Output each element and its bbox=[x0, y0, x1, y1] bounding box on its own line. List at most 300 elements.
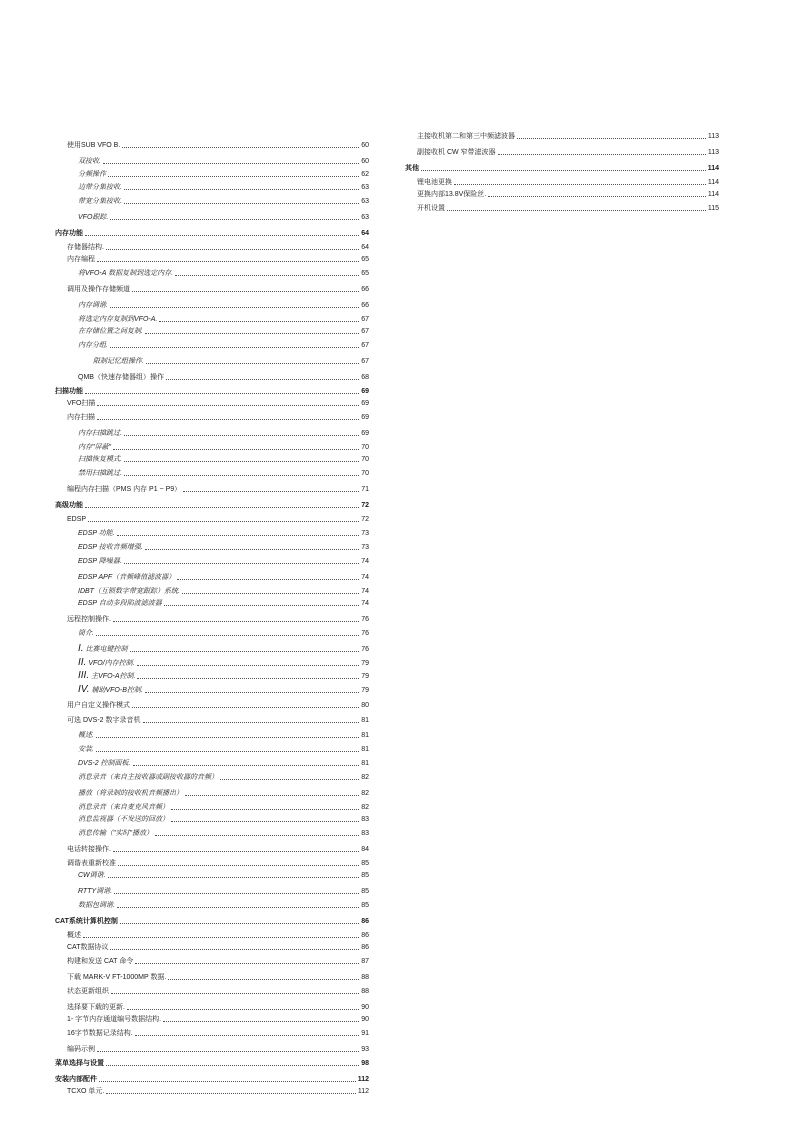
toc-entry bbox=[55, 398, 369, 408]
toc-entry-text: DVS-2 控制面板. bbox=[78, 760, 131, 767]
toc-dot-leader bbox=[96, 737, 359, 738]
toc-entry-title bbox=[67, 974, 166, 982]
toc-entry-title bbox=[67, 846, 111, 854]
toc-entry bbox=[55, 514, 369, 524]
toc-entry-title bbox=[78, 456, 122, 464]
toc-dot-leader bbox=[137, 665, 360, 666]
toc-entry bbox=[55, 598, 369, 608]
toc-entry-title bbox=[67, 400, 95, 408]
toc-dot-leader bbox=[164, 605, 359, 606]
toc-entry-title bbox=[55, 1076, 97, 1084]
toc-entry-title bbox=[78, 558, 122, 566]
toc-entry-text: CAT数据协议 bbox=[67, 944, 109, 951]
toc-page-number: 113 bbox=[707, 149, 719, 156]
toc-page-number: 65 bbox=[361, 256, 369, 263]
toc-page-number: 71 bbox=[361, 486, 369, 493]
toc-entry bbox=[55, 730, 369, 740]
toc-entry-text: EDSP 降噪器. bbox=[78, 558, 122, 565]
toc-entry bbox=[55, 212, 369, 222]
toc-entry bbox=[405, 163, 719, 173]
toc-entry bbox=[55, 744, 369, 754]
toc-dot-leader bbox=[155, 835, 359, 836]
toc-page-number: 86 bbox=[361, 918, 369, 925]
toc-dot-leader bbox=[145, 333, 359, 334]
toc-entry-text: 高级功能 bbox=[55, 502, 83, 509]
toc-dot-leader bbox=[108, 176, 359, 177]
toc-entry-text: 调谐表重新校准 bbox=[67, 860, 116, 867]
toc-entry bbox=[55, 900, 369, 910]
toc-entry-text: 内存扫描 bbox=[67, 414, 95, 421]
toc-dot-leader bbox=[166, 379, 359, 380]
toc-entry bbox=[55, 942, 369, 952]
toc-entry-title bbox=[417, 205, 445, 213]
toc-dot-leader bbox=[124, 461, 359, 462]
toc-page-number: 76 bbox=[361, 646, 369, 653]
toc-entry-text: 可选 DVS-2 数字录音机 bbox=[67, 717, 141, 724]
toc-page-number: 81 bbox=[361, 760, 369, 767]
toc-entry bbox=[55, 828, 369, 838]
toc-entry-numeral: II. bbox=[78, 657, 87, 668]
toc-entry-title bbox=[67, 414, 95, 422]
toc-entry-text: EDSP 功能. bbox=[78, 530, 115, 537]
toc-entry bbox=[55, 556, 369, 566]
toc-entry-text: 带宽分集接收. bbox=[78, 198, 122, 205]
toc-entry bbox=[55, 956, 369, 966]
toc-entry-title bbox=[78, 672, 135, 681]
toc-entry-text: 在存储位置之间复制. bbox=[78, 328, 143, 335]
toc-page-number: 115 bbox=[707, 205, 719, 212]
toc-entry bbox=[55, 886, 369, 896]
toc-dot-leader bbox=[135, 1035, 359, 1036]
toc-page-number: 85 bbox=[361, 860, 369, 867]
toc-dot-leader bbox=[83, 937, 359, 938]
toc-dot-leader bbox=[220, 779, 359, 780]
toc-entry-numeral: I. bbox=[78, 643, 84, 654]
toc-entry-text: 副接收机 CW 窄带滤波器 bbox=[417, 149, 496, 156]
toc-entry-text: 锂电池更换 bbox=[417, 179, 452, 186]
toc-page-number: 90 bbox=[361, 1016, 369, 1023]
toc-entry-title bbox=[78, 588, 180, 596]
toc-dot-leader bbox=[110, 347, 359, 348]
toc-page-number: 85 bbox=[361, 902, 369, 909]
toc-dot-leader bbox=[122, 147, 359, 148]
toc-page-number: 73 bbox=[361, 544, 369, 551]
toc-entry-title bbox=[417, 191, 486, 199]
toc-entry-text: 比赛电键控制 bbox=[85, 646, 128, 653]
toc-entry bbox=[55, 196, 369, 206]
toc-entry-title bbox=[417, 149, 496, 157]
toc-dot-leader bbox=[111, 993, 359, 994]
toc-entry-text: VFO扫描 bbox=[67, 400, 96, 407]
toc-dot-leader bbox=[137, 678, 359, 679]
toc-entry bbox=[55, 182, 369, 192]
toc-entry-title bbox=[78, 816, 169, 824]
toc-entry-title bbox=[67, 932, 81, 940]
toc-dot-leader bbox=[168, 979, 359, 980]
toc-page-number: 83 bbox=[361, 830, 369, 837]
toc-entry-text: EDSP bbox=[67, 516, 87, 523]
toc-dot-leader bbox=[185, 795, 359, 796]
toc-entry bbox=[55, 386, 369, 396]
toc-entry-text: 辅助VFO-B控制. bbox=[91, 687, 143, 694]
toc-page-number: 65 bbox=[361, 270, 369, 277]
toc-page-number: 67 bbox=[361, 316, 369, 323]
toc-entry-text: 概述 bbox=[67, 932, 81, 939]
toc-dot-leader bbox=[145, 549, 360, 550]
toc-entry bbox=[55, 1058, 369, 1068]
toc-page-number: 82 bbox=[361, 790, 369, 797]
toc-entry-title bbox=[55, 1060, 104, 1068]
toc-page-number: 84 bbox=[361, 846, 369, 853]
toc-entry-title bbox=[67, 256, 95, 264]
toc-entry bbox=[55, 986, 369, 996]
toc-entry-title bbox=[55, 388, 83, 396]
toc-entry bbox=[55, 644, 369, 654]
toc-page-number: 86 bbox=[361, 932, 369, 939]
toc-entry-text: 1- 字节内存通道编号数据结构. bbox=[67, 1016, 162, 1023]
toc-entry-title bbox=[78, 774, 218, 782]
toc-entry-text: 禁用扫描跳过. bbox=[78, 470, 122, 477]
toc-dot-leader bbox=[96, 635, 359, 636]
toc-page-number: 63 bbox=[361, 214, 369, 221]
toc-entry-title bbox=[67, 1088, 104, 1096]
toc-page-number: 91 bbox=[361, 1030, 369, 1037]
toc-entry-text: 将VFO-A 数据复制到选定内存. bbox=[78, 270, 174, 277]
toc-page-number: 64 bbox=[361, 244, 369, 251]
toc-entry-text: 内存扫描跳过. bbox=[78, 430, 122, 437]
toc-entry bbox=[55, 156, 369, 166]
toc-entry bbox=[55, 772, 369, 782]
toc-entry-text: IDBT（互锁数字带宽跟踪）系统. bbox=[78, 588, 180, 595]
toc-dot-leader bbox=[124, 563, 360, 564]
toc-entry-text: 消息录音（来自麦克风音频） bbox=[78, 804, 169, 811]
toc-dot-leader bbox=[117, 907, 359, 908]
toc-page-number: 63 bbox=[361, 184, 369, 191]
toc-entry-text: 状态更新组织 bbox=[67, 988, 109, 995]
toc-entry bbox=[55, 658, 369, 668]
toc-entry-text: 双接收. bbox=[78, 158, 101, 165]
toc-page-number: 70 bbox=[361, 456, 369, 463]
toc-entry-text: 边带分集接收. bbox=[78, 184, 122, 191]
toc-entry-title bbox=[78, 830, 153, 838]
toc-entry-title bbox=[93, 358, 144, 366]
toc-entry-title bbox=[67, 717, 141, 725]
toc-entry bbox=[55, 844, 369, 854]
toc-entry-text: 安装. bbox=[78, 746, 94, 753]
toc-page-number: 87 bbox=[361, 958, 369, 965]
toc-page-number: 98 bbox=[361, 1060, 369, 1067]
toc-entry bbox=[405, 177, 719, 187]
toc-dot-leader bbox=[447, 210, 706, 211]
toc-entry-text: 更换内部13.8V保险丝. bbox=[417, 191, 487, 198]
toc-entry bbox=[55, 254, 369, 264]
toc-page-number: 114 bbox=[707, 179, 719, 186]
toc-entry-text: 消息录音（来自主接收器或副接收器的音频） bbox=[78, 774, 218, 781]
toc-page-number: 69 bbox=[361, 388, 369, 395]
toc-dot-leader bbox=[97, 1051, 359, 1052]
toc-entry-title bbox=[67, 142, 120, 150]
toc-entry bbox=[55, 628, 369, 638]
toc-entry-text: 其他 bbox=[405, 165, 419, 172]
toc-dot-leader bbox=[124, 203, 359, 204]
toc-page-number: 81 bbox=[361, 732, 369, 739]
toc-entry bbox=[55, 1014, 369, 1024]
toc-entry bbox=[55, 700, 369, 710]
toc-entry-title bbox=[78, 184, 122, 192]
toc-entry-title bbox=[78, 328, 143, 336]
toc-entry-title bbox=[67, 860, 116, 868]
toc-entry bbox=[55, 1044, 369, 1054]
toc-entry-text: VFO/内存控制. bbox=[88, 660, 135, 667]
toc-entry bbox=[55, 340, 369, 350]
toc-dot-leader bbox=[517, 138, 706, 139]
toc-entry-text: 分频操作 bbox=[78, 171, 106, 178]
toc-entry bbox=[55, 814, 369, 824]
toc-entry-text: 选择要下载的更新. bbox=[67, 1004, 125, 1011]
toc-entry-title bbox=[67, 286, 130, 294]
toc-page-number: 112 bbox=[357, 1076, 369, 1083]
toc-entry-text: EDSP APF（音频峰值滤波器） bbox=[78, 574, 176, 581]
toc-entry-text: 内存功能 bbox=[55, 230, 83, 237]
toc-dot-leader bbox=[108, 877, 360, 878]
toc-entry-title bbox=[67, 1046, 95, 1054]
toc-entry bbox=[55, 356, 369, 366]
toc-entry-title bbox=[78, 746, 94, 754]
toc-entry-text: RTTY调谐. bbox=[78, 888, 113, 895]
toc-entry-text: 内存分组. bbox=[78, 342, 108, 349]
toc-entry-numeral: III. bbox=[78, 670, 90, 681]
toc-entry bbox=[55, 454, 369, 464]
toc-dot-leader bbox=[124, 475, 359, 476]
toc-entry-text: 16字节数据记录结构. bbox=[67, 1030, 133, 1037]
toc-dot-leader bbox=[132, 291, 359, 292]
toc-entry bbox=[55, 930, 369, 940]
toc-dot-leader bbox=[132, 707, 359, 708]
toc-entry-text: 将选定内存复制到VFO-A. bbox=[78, 316, 158, 323]
toc-entry-text: 菜单选择与设置 bbox=[55, 1060, 104, 1067]
toc-entry bbox=[55, 412, 369, 422]
toc-entry-text: 构建和发送 CAT 命令 bbox=[67, 958, 134, 965]
toc-entry-title bbox=[55, 230, 83, 238]
toc-page-number: 81 bbox=[361, 746, 369, 753]
toc-entry bbox=[55, 916, 369, 926]
toc-dot-leader bbox=[163, 1021, 359, 1022]
toc-page-number: 74 bbox=[361, 574, 369, 581]
toc-entry-text: TCXO 单元. bbox=[67, 1088, 105, 1095]
toc-entry-title bbox=[78, 430, 122, 438]
toc-dot-leader bbox=[135, 963, 359, 964]
toc-entry-text: 扫描功能 bbox=[55, 388, 83, 395]
toc-entry-text: 编码示例 bbox=[67, 1046, 95, 1053]
toc-entry bbox=[405, 131, 719, 141]
toc-entry bbox=[55, 284, 369, 294]
toc-dot-leader bbox=[175, 275, 359, 276]
toc-dot-leader bbox=[498, 154, 706, 155]
toc-dot-leader bbox=[145, 692, 359, 693]
toc-page-number: 82 bbox=[361, 804, 369, 811]
toc-entry bbox=[55, 314, 369, 324]
toc-entry-title bbox=[78, 302, 108, 310]
toc-entry-title bbox=[67, 516, 86, 524]
toc-page-number: 69 bbox=[361, 414, 369, 421]
toc-entry-text: 播放（将录制的接收机音频播出） bbox=[78, 790, 183, 797]
toc-entry bbox=[55, 500, 369, 510]
toc-entry-text: 存储器结构. bbox=[67, 244, 104, 251]
toc-entry-text: 远程控制操作. bbox=[67, 616, 111, 623]
toc-entry bbox=[55, 858, 369, 868]
toc-entry bbox=[405, 203, 719, 213]
toc-page-number: 72 bbox=[361, 516, 369, 523]
toc-entry bbox=[55, 228, 369, 238]
toc-entry-title bbox=[67, 1030, 133, 1038]
toc-entry-title bbox=[78, 659, 135, 668]
toc-entry bbox=[405, 147, 719, 157]
toc-entry-title bbox=[417, 179, 452, 187]
toc-entry-text: CAT系统计算机控制 bbox=[55, 918, 118, 925]
toc-entry-text: 用户自定义操作模式 bbox=[67, 702, 130, 709]
toc-entry-text: 调用及操作存储频道 bbox=[67, 286, 130, 293]
toc-page-number: 69 bbox=[361, 430, 369, 437]
toc-entry bbox=[55, 442, 369, 452]
toc-page-number: 68 bbox=[361, 374, 369, 381]
toc-entry bbox=[405, 189, 719, 199]
toc-entry-text: 数据包调谐. bbox=[78, 902, 115, 909]
toc-dot-leader bbox=[106, 1065, 359, 1066]
toc-dot-leader bbox=[124, 435, 359, 436]
toc-dot-leader bbox=[421, 170, 706, 171]
toc-dot-leader bbox=[103, 163, 359, 164]
toc-entry-title bbox=[78, 198, 122, 206]
toc-entry bbox=[55, 685, 369, 695]
toc-dot-leader bbox=[97, 261, 359, 262]
toc-entry-title bbox=[78, 872, 106, 880]
toc-page-number: 79 bbox=[361, 673, 369, 680]
toc-entry-title bbox=[78, 444, 111, 452]
toc-dot-leader bbox=[96, 751, 359, 752]
toc-dot-leader bbox=[130, 651, 360, 652]
toc-dot-leader bbox=[117, 535, 360, 536]
toc-entry bbox=[55, 169, 369, 179]
toc-entry bbox=[55, 326, 369, 336]
toc-page-number: 80 bbox=[361, 702, 369, 709]
toc-entry bbox=[55, 870, 369, 880]
toc-entry bbox=[55, 1002, 369, 1012]
toc-entry-title bbox=[78, 214, 108, 222]
toc-page-number: 64 bbox=[361, 230, 369, 237]
toc-dot-leader bbox=[113, 851, 359, 852]
toc-dot-leader bbox=[106, 1093, 355, 1094]
toc-dot-leader bbox=[143, 722, 360, 723]
toc-entry-title bbox=[78, 888, 112, 896]
toc-entry-title bbox=[78, 158, 101, 166]
toc-entry bbox=[55, 715, 369, 725]
toc-entry bbox=[55, 300, 369, 310]
toc-dot-leader bbox=[110, 949, 359, 950]
toc-entry-title bbox=[78, 630, 94, 638]
toc-entry-text: 安装内部配件 bbox=[55, 1076, 97, 1083]
toc-page-number: 79 bbox=[361, 687, 369, 694]
toc-entry-text: VFO跟踪. bbox=[78, 214, 109, 221]
toc-dot-leader bbox=[110, 307, 359, 308]
toc-dot-leader bbox=[118, 865, 359, 866]
toc-entry-title bbox=[78, 686, 143, 695]
toc-entry-text: 简介. bbox=[78, 630, 94, 637]
toc-entry-title bbox=[78, 732, 94, 740]
toc-entry-text: 内存"屏蔽" bbox=[78, 444, 111, 451]
toc-dot-leader bbox=[146, 363, 359, 364]
toc-dot-leader bbox=[127, 1009, 359, 1010]
toc-dot-leader bbox=[113, 621, 359, 622]
toc-page-number: 76 bbox=[361, 616, 369, 623]
toc-entry-text: CW调谐. bbox=[78, 872, 106, 879]
toc-entry-text: 限制记忆组操作. bbox=[93, 358, 144, 365]
toc-page-number: 69 bbox=[361, 400, 369, 407]
toc-entry-text: 编程内存扫描（PMS 内存 P1 ~ P9） bbox=[67, 486, 182, 493]
toc-page-number: 62 bbox=[361, 171, 369, 178]
toc-dot-leader bbox=[120, 923, 359, 924]
toc-entry-text: 使用SUB VFO B. bbox=[67, 142, 121, 149]
toc-entry-title bbox=[405, 165, 419, 173]
toc-entry-title bbox=[78, 544, 143, 552]
toc-entry-title bbox=[78, 574, 175, 582]
toc-page-number: 72 bbox=[361, 502, 369, 509]
toc-entry-title bbox=[78, 645, 128, 654]
toc-entry-title bbox=[78, 470, 122, 478]
toc-entry-text: 电话转接操作. bbox=[67, 846, 111, 853]
toc-dot-leader bbox=[171, 809, 359, 810]
toc-page-number: 93 bbox=[361, 1046, 369, 1053]
toc-dot-leader bbox=[183, 491, 359, 492]
toc-dot-leader bbox=[171, 821, 359, 822]
toc-entry bbox=[55, 802, 369, 812]
toc-entry bbox=[55, 972, 369, 982]
toc-page-number: 67 bbox=[361, 342, 369, 349]
toc-entry-text: 概述. bbox=[78, 732, 94, 739]
toc-entry-title bbox=[78, 316, 157, 324]
toc-entry-text: EDSP 自动多段陷波滤波器 bbox=[78, 600, 162, 607]
toc-page-number: 114 bbox=[707, 165, 719, 172]
toc-entry-text: QMB（快速存储器组）操作 bbox=[78, 374, 164, 381]
toc-entry-title bbox=[78, 902, 115, 910]
toc-entry-title bbox=[78, 374, 164, 382]
toc-page-number: 83 bbox=[361, 816, 369, 823]
toc-dot-leader bbox=[177, 579, 359, 580]
toc-entry-text: 扫描恢复模式. bbox=[78, 456, 122, 463]
toc-dot-leader bbox=[99, 1081, 356, 1082]
toc-entry bbox=[55, 372, 369, 382]
toc-entry-title bbox=[78, 760, 131, 768]
toc-entry-title bbox=[67, 244, 104, 252]
toc-entry-title bbox=[78, 530, 115, 538]
toc-page-number: 74 bbox=[361, 600, 369, 607]
toc-entry bbox=[55, 242, 369, 252]
toc-entry-title bbox=[417, 133, 515, 141]
toc-page-number: 88 bbox=[361, 988, 369, 995]
toc-entry bbox=[55, 140, 369, 150]
toc-entry-title bbox=[67, 1004, 125, 1012]
toc-entry bbox=[55, 758, 369, 768]
toc-page-number: 76 bbox=[361, 630, 369, 637]
toc-entry-text: 主接收机第二和第三中频滤波器 bbox=[417, 133, 515, 140]
toc-dot-leader bbox=[85, 393, 359, 394]
toc-entry-title bbox=[67, 486, 181, 494]
toc-entry-text: 消息传输（"实时"播放） bbox=[78, 830, 153, 837]
toc-entry bbox=[55, 468, 369, 478]
toc-entry-title bbox=[78, 342, 108, 350]
toc-dot-leader bbox=[133, 765, 360, 766]
toc-entry-title bbox=[67, 1016, 161, 1024]
toc-page-number: 74 bbox=[361, 558, 369, 565]
